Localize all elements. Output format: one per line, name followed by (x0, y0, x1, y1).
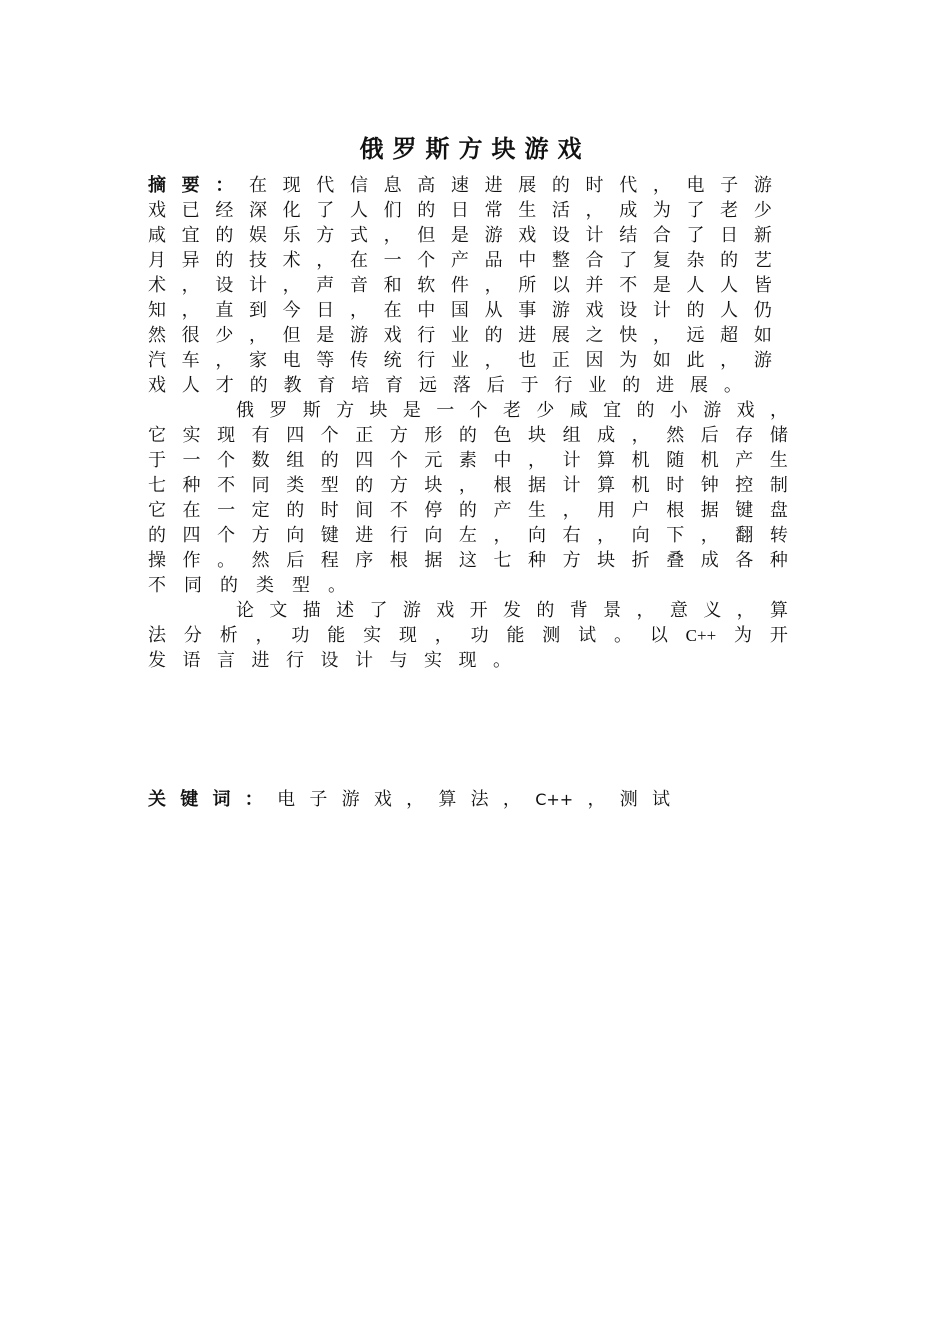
abstract-line: 然 很 少 ， 但 是 游 戏 行 业 的 进 展 之 快 ， 远 超 如 (148, 325, 772, 346)
abstract-line: 它 在 一 定 的 时 间 不 停 的 产 生 ， 用 户 根 据 键 盘 (148, 500, 788, 521)
abstract-line: 操 作 。 然 后 程 序 根 据 这 七 种 方 块 折 叠 成 各 种 (148, 550, 788, 571)
abstract-line: 俄 罗 斯 方 块 是 一 个 老 少 咸 宜 的 小 游 戏 ， (236, 400, 788, 421)
abstract-line: 摘 要 ： 在 现 代 信 息 高 速 进 展 的 时 代 ， 电 子 游 (148, 175, 772, 196)
abstract-line: 戏 人 才 的 教 育 培 育 远 落 后 于 行 业 的 进 展 。 (148, 375, 742, 396)
abstract-line: 月 异 的 技 术 ， 在 一 个 产 品 中 整 合 了 复 杂 的 艺 (148, 250, 772, 271)
abstract-line: 知 ， 直 到 今 日 ， 在 中 国 从 事 游 戏 设 计 的 人 仍 (148, 300, 772, 321)
abstract-line: 戏 已 经 深 化 了 人 们 的 日 常 生 活 ， 成 为 了 老 少 (148, 200, 772, 221)
abstract-line: 不 同 的 类 型 。 (148, 575, 346, 596)
abstract-line: 七 种 不 同 类 型 的 方 块 ， 根 据 计 算 机 时 钟 控 制 (148, 475, 788, 496)
abstract-line: 术 ， 设 计 ， 声 音 和 软 件 ， 所 以 并 不 是 人 人 皆 (148, 275, 772, 296)
abstract-line: 它 实 现 有 四 个 正 方 形 的 色 块 组 成 ， 然 后 存 储 (148, 425, 788, 446)
abstract-line: 于 一 个 数 组 的 四 个 元 素 中 ， 计 算 机 随 机 产 生 (148, 450, 788, 471)
abstract-line: 的 四 个 方 向 键 进 行 向 左 ， 向 右 ， 向 下 ， 翻 转 (148, 525, 788, 546)
abstract-line: 发 语 言 进 行 设 计 与 实 现 。 (148, 650, 511, 671)
document-title: 俄罗斯方块游戏 (359, 135, 591, 163)
abstract-line: 汽 车 ， 家 电 等 传 统 行 业 ， 也 正 因 为 如 此 ， 游 (148, 350, 772, 371)
abstract-line: 咸 宜 的 娱 乐 方 式 ， 但 是 游 戏 设 计 结 合 了 日 新 (148, 225, 772, 246)
keywords-text: 关 键 词 ： 电 子 游 戏 ， 算 法 ， C++ ， 测 试 (148, 789, 670, 810)
abstract-line: 法 分 析 ， 功 能 实 现 ， 功 能 测 试 。 以 C++ 为 开 (148, 625, 788, 646)
abstract-line: 论 文 描 述 了 游 戏 开 发 的 背 景 ， 意 义 ， 算 (236, 600, 788, 621)
